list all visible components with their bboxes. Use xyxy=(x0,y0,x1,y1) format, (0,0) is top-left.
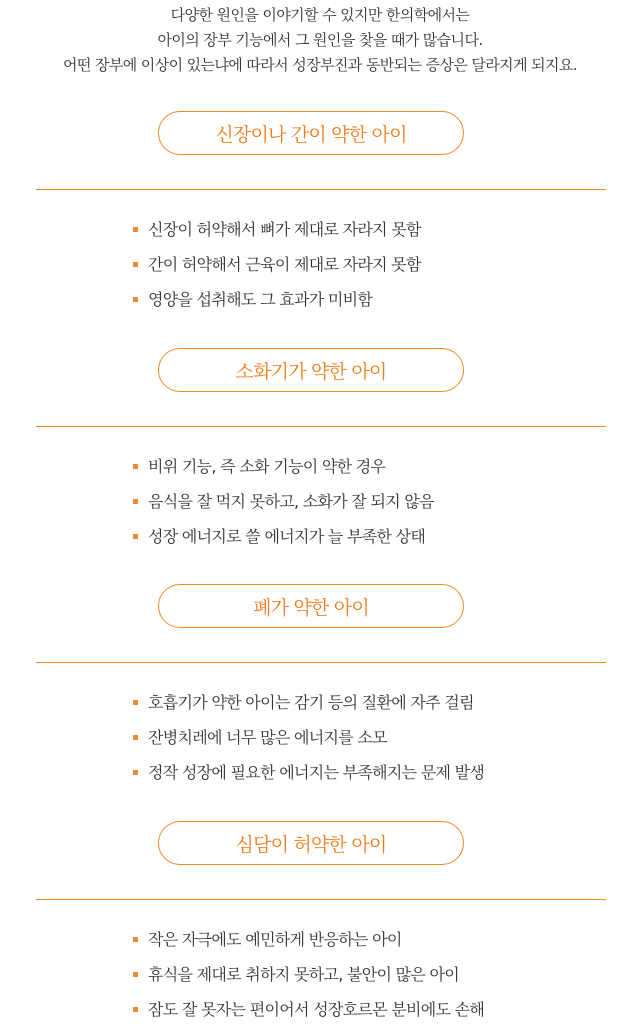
bullet-icon xyxy=(133,735,138,740)
section-title: 소화기가 약한 아이 xyxy=(235,360,387,383)
symptom-list xyxy=(133,922,484,1027)
list-item xyxy=(133,957,484,992)
list-item xyxy=(133,212,421,247)
bullet-icon xyxy=(133,937,138,942)
list-item xyxy=(133,755,484,790)
section-title-pill xyxy=(158,821,464,865)
bullet-icon xyxy=(133,464,138,469)
list-item xyxy=(133,282,421,317)
bullet-icon xyxy=(133,770,138,775)
section-title-pill xyxy=(158,348,464,392)
list-item-text: 휴식을 제대로 취하지 못하고, 불안이 많은 아이 xyxy=(148,965,460,984)
section-title: 심담이 허약한 아이 xyxy=(235,833,387,856)
symptom-list xyxy=(133,212,421,317)
list-item-text: 잔병치레에 너무 많은 에너지를 소모 xyxy=(148,728,387,747)
list-item-text: 음식을 잘 먹지 못하고, 소화가 잘 되지 않음 xyxy=(148,492,434,511)
list-item xyxy=(133,519,434,554)
list-item xyxy=(133,720,484,755)
intro-line-2: 아이의 장부 기능에서 그 원인을 찾을 때가 많습니다. xyxy=(157,31,483,49)
section-title-pill xyxy=(158,111,464,155)
intro-paragraph xyxy=(0,3,640,78)
section-title: 폐가 약한 아이 xyxy=(253,596,369,619)
section-divider xyxy=(36,426,606,427)
list-item xyxy=(133,685,484,720)
list-item-text: 정작 성장에 필요한 에너지는 부족해지는 문제 발생 xyxy=(148,763,485,782)
section-divider xyxy=(36,662,606,663)
list-item xyxy=(133,922,484,957)
section-divider xyxy=(36,189,606,190)
list-item xyxy=(133,247,421,282)
list-item-text: 영양을 섭취해도 그 효과가 미비함 xyxy=(148,290,373,309)
list-item-text: 간이 허약해서 근육이 제대로 자라지 못함 xyxy=(148,255,421,274)
bullet-icon xyxy=(133,972,138,977)
list-item xyxy=(133,992,484,1027)
list-item-text: 호흡기가 약한 아이는 감기 등의 질환에 자주 걸림 xyxy=(148,693,474,712)
list-item-text: 비위 기능, 즉 소화 기능이 약한 경우 xyxy=(148,457,386,476)
list-item xyxy=(133,484,434,519)
section-title-pill xyxy=(158,584,464,628)
list-item-text: 신장이 허약해서 뼈가 제대로 자라지 못함 xyxy=(148,220,421,239)
bullet-icon xyxy=(133,262,138,267)
symptom-list xyxy=(133,685,484,790)
bullet-icon xyxy=(133,499,138,504)
section-title: 신장이나 간이 약한 아이 xyxy=(215,123,407,146)
intro-line-3: 어떤 장부에 이상이 있는냐에 따라서 성장부진과 동반되는 증상은 달라지게 되지요. xyxy=(63,56,577,74)
intro-line-1: 다양한 원인을 이야기할 수 있지만 한의학에서는 xyxy=(170,6,470,24)
symptom-list xyxy=(133,449,434,554)
list-item-text: 작은 자극에도 예민하게 반응하는 아이 xyxy=(148,930,402,949)
bullet-icon xyxy=(133,227,138,232)
list-item xyxy=(133,449,434,484)
bullet-icon xyxy=(133,297,138,302)
bullet-icon xyxy=(133,1007,138,1012)
section-divider xyxy=(36,899,606,900)
bullet-icon xyxy=(133,534,138,539)
list-item-text: 성장 에너지로 쓸 에너지가 늘 부족한 상태 xyxy=(148,527,426,546)
list-item-text: 잠도 잘 못자는 편이어서 성장호르몬 분비에도 손해 xyxy=(148,1000,485,1019)
bullet-icon xyxy=(133,700,138,705)
